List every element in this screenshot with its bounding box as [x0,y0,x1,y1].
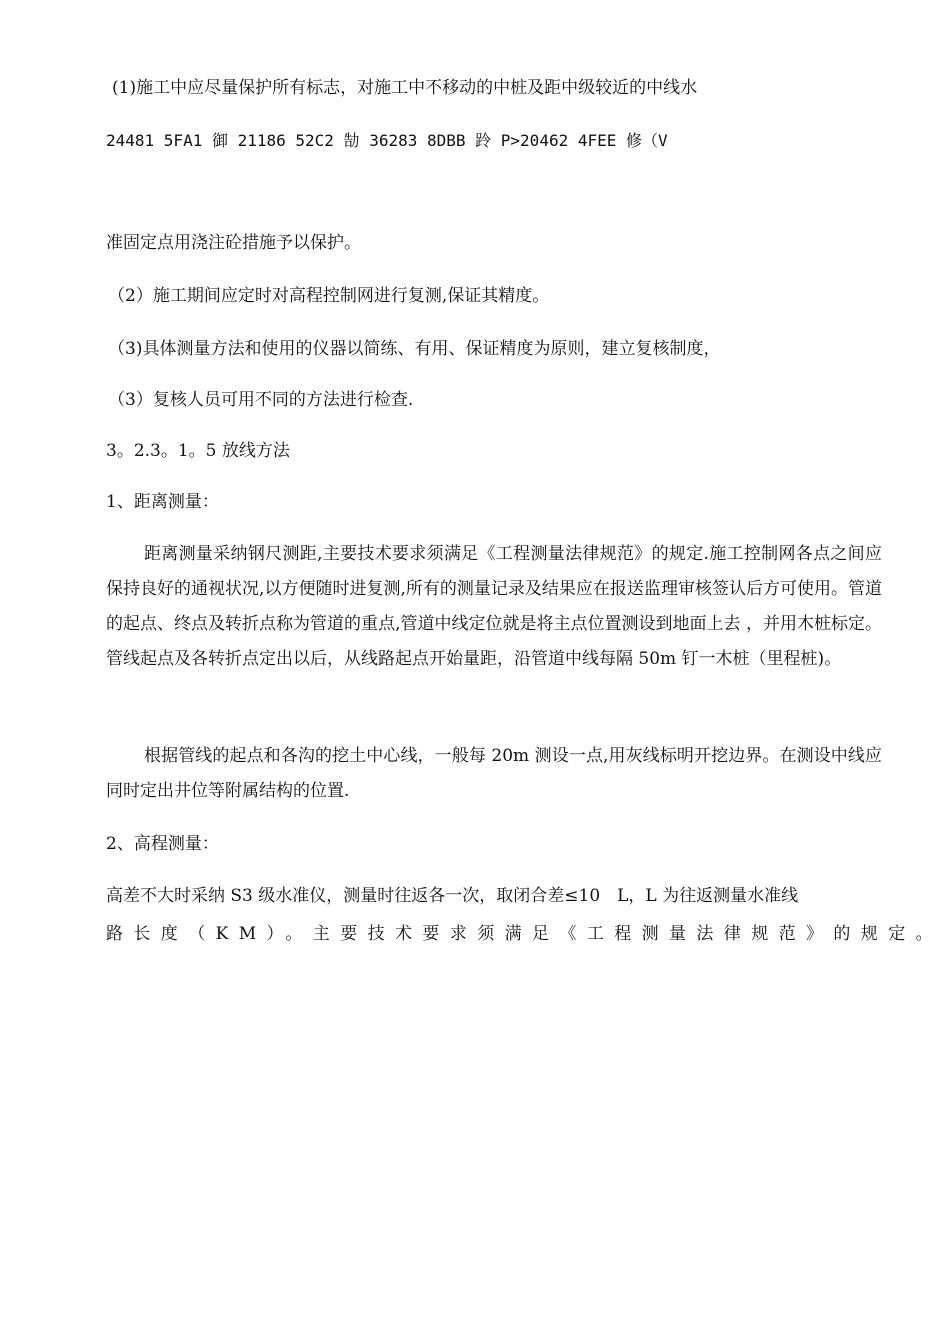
heading-elevation-measurement: 2、高程测量： [106,834,219,854]
body-paragraph-elevation-line-2: 路长度（KM）。主要技术要求须满足《工程测量法律规范》的规定。 [106,924,944,944]
body-paragraph-elevation-line-1: 高差不大时采纳 S3 级水准仪，测量时往返各一次，取闭合差≤10 L，L 为往返测量水准线 [106,886,799,906]
paragraph-4: （3）复核人员可用不同的方法进行检查. [108,390,414,410]
section-heading: 3。2.3。1。5 放线方法 [106,441,290,461]
paragraph-2: （2）施工期间应定时对高程控制网进行复测,保证其精度。 [108,286,550,306]
paragraph-3: （3)具体测量方法和使用的仪器以简练、有用、保证精度为原则，建立复核制度， [108,339,721,359]
paragraph-1-continued: 准固定点用浇注砼措施予以保护。 [106,233,361,253]
body-paragraph-centerline: 根据管线的起点和各沟的挖土中心线，一般每 20m 测设一点,用灰线标明开挖边界。在测设中线应同时定出井位等附属结构的位置. [106,746,882,801]
garbled-text-line: 24481 5FA1 御 21186 52C2 勂 36283 8DBB 跉 P>20462 4FEE 修（V [106,131,668,150]
heading-distance-measurement: 1、距离测量： [106,492,219,512]
paragraph-1: (1)施工中应尽量保护所有标志，对施工中不移动的中桩及距中级较近的中线水 [112,78,698,98]
body-paragraph-distance: 距离测量采纳钢尺测距,主要技术要求须满足《工程测量法律规范》的规定.施工控制网各点之间应保持良好的通视状况,以方便随时进复测,所有的测量记录及结果应在报送监理审核签认后方可使用。管道的起点、终点及转折点称为管道的重点,管道中线定位就是将主点位置测设到地面上去 ，并用木桩标定。管线起点及各转折点定出以后，从线路起点开始量距，沿管道中线每隔 50m 钉一木桩（里程桩)。 [106,544,882,669]
